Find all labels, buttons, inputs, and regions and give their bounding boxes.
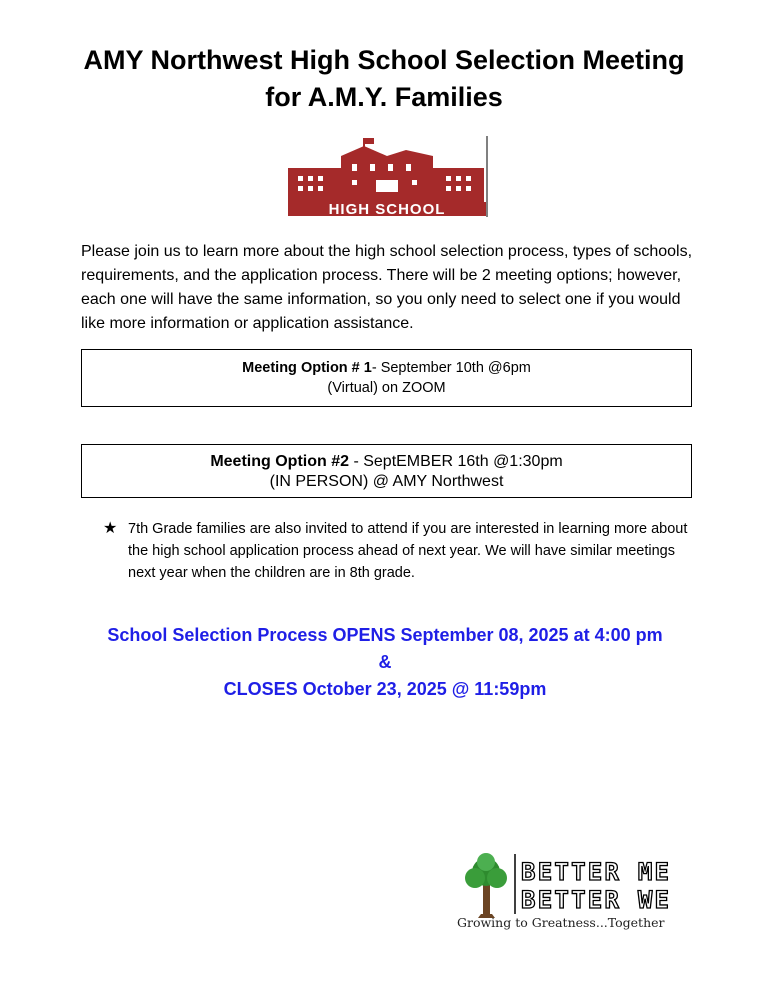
page-title: [0, 42, 768, 116]
star-icon: ★: [103, 520, 118, 537]
meeting-option-1-label: Meeting Option # 1: [242, 360, 372, 376]
ampersand: &: [378, 652, 392, 672]
title-line-1: AMY Northwest High School Selection Meeting: [83, 45, 685, 75]
school-image-text: HIGH SCHOOL: [328, 201, 446, 217]
closes-date: CLOSES October 23, 2025 @ 11:59pm: [223, 679, 547, 699]
meeting-option-1-detail: - September 10th @6pm: [371, 360, 531, 376]
seventh-grade-note: [103, 518, 703, 584]
meeting-option-1-box: [81, 349, 692, 407]
meeting-option-2-label: Meeting Option #2: [210, 453, 349, 470]
seventh-grade-note-text: 7th Grade families are also invited to attend if you are interested in learning more about the high school application process ahead of next year. We will have similar meetings next year when the children are in 8th grade.: [128, 521, 688, 581]
logo-line-2: BETTER WE: [521, 886, 669, 914]
meeting-option-2-location: (IN PERSON) @ AMY Northwest: [269, 473, 504, 490]
intro-paragraph: Please join us to learn more about the high school selection process, types of schools, requirements, and the application process. There will be 2 meeting options; however, each one will have the same information, so you only need to select one if you would like more information or application assistance.: [81, 243, 693, 332]
meeting-option-1-location: (Virtual) on ZOOM: [327, 380, 446, 396]
meeting-option-2-box: [81, 444, 692, 498]
high-school-image: [286, 136, 488, 217]
meeting-option-2-detail: - SeptEMBER 16th @1:30pm: [349, 453, 563, 470]
opens-date: School Selection Process OPENS September 08, 2025 at 4:00 pm: [107, 625, 663, 645]
title-line-2: for A.M.Y. Families: [265, 82, 503, 112]
tree-icon: [465, 853, 507, 918]
logo-line-1: BETTER ME: [521, 858, 669, 886]
selection-dates: [0, 622, 768, 703]
logo-tagline: Growing to Greatness...Together: [457, 915, 665, 930]
